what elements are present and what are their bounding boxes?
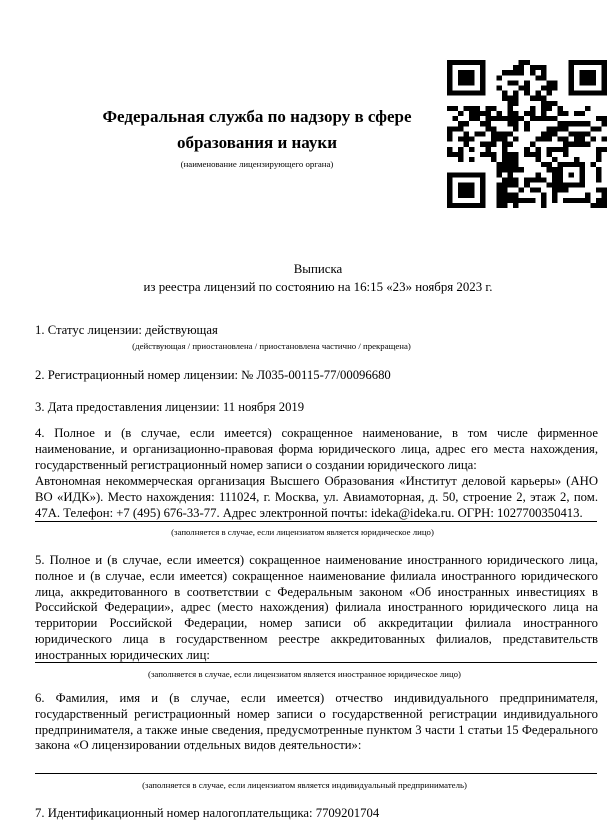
entrepreneur-item: 6. Фамилия, имя и (в случае, если имеется) отчество индивидуального предпринимателя, государственный регистрационный номер записи о государственной регистрации индивидуального предпринимателя, а также иные сведения, предусмотренные пунктом 3 части 1 статьи 15 Федерального закона «О лицензировании отдельных видов деятельности»: — [35, 691, 598, 753]
legal-entity-caption: (заполняется в случае, если лицензиатом является юридическое лицо) — [171, 527, 434, 537]
legal-entity-value: Автономная некоммерческая организация Высшего Образования «Институт деловой карьеры» (АНО ВО «ИДК»). Место нахождения: 111024, г. Москва, ул. Авиамоторная, д. 50, строение 2, этаж 2, пом. 47А. Телефон: +7 (495) 676-33-77. Адрес электронной почты: ideka@ideka.ru. ОГРН: 1027700350413. — [35, 474, 598, 520]
extract-title: Выписка — [293, 262, 343, 276]
license-status-options-caption: (действующая / приостановлена / приостановлена частично / прекращена) — [132, 341, 411, 351]
entrepreneur-caption: (заполняется в случае, если лицензиатом является индивидуальный предприниматель) — [142, 780, 467, 790]
entrepreneur-blank-line — [35, 773, 597, 774]
foreign-entity-blank-line — [35, 662, 597, 663]
license-status-item: 1. Статус лицензии: действующая — [35, 323, 218, 337]
foreign-entity-item: 5. Полное и (в случае, если имеется) сокращенное наименование иностранного юридического лица, полное и (в случае, если имеется) сокращенное наименование филиала иностранного юридического лица, аккредитованного в соответствии с Федеральным законом «Об иностранных инвестициях в Российской Федерации», адрес (место нахождения) филиала иностранного юридического лица на территории Российской Федерации, номер записи об аккредитации филиала иностранного юридического лица в государственном реестре аккредитованных филиалов, представительств иностранных юридических лиц: — [35, 553, 598, 662]
authority-name-caption: (наименование лицензирующего органа) — [180, 159, 334, 169]
legal-entity-question: 4. Полное и (в случае, если имеется) сокращенное наименование, в том числе фирменное наименование, и организационно-правовая форма юридического лица, адрес его места нахождения, государственный регистрационный номер записи о создании юридического лица: — [35, 426, 598, 472]
taxpayer-id-item: 7. Идентификационный номер налогоплательщика: 7709201704 — [35, 806, 380, 820]
legal-entity-item — [35, 426, 598, 522]
authority-name-line2: образования и науки — [176, 133, 338, 152]
licensing-authority-header — [68, 104, 446, 170]
foreign-entity-caption: (заполняется в случае, если лицензиатом является иностранное юридическое лицо) — [148, 669, 461, 679]
qr-code — [447, 60, 607, 208]
grant-date-item: 3. Дата предоставления лицензии: 11 ноября 2019 — [35, 400, 305, 414]
authority-name-line1: Федеральная служба по надзору в сфере — [102, 107, 412, 126]
registration-number-item: 2. Регистрационный номер лицензии: № Л035-00115-77/00096680 — [35, 368, 391, 382]
legal-entity-fill-line — [35, 521, 597, 522]
qr-code-graphic — [447, 60, 607, 208]
extract-heading — [35, 261, 601, 296]
extract-status-line: из реестра лицензий по состоянию на 16:15 «23» ноября 2023 г. — [143, 279, 493, 294]
